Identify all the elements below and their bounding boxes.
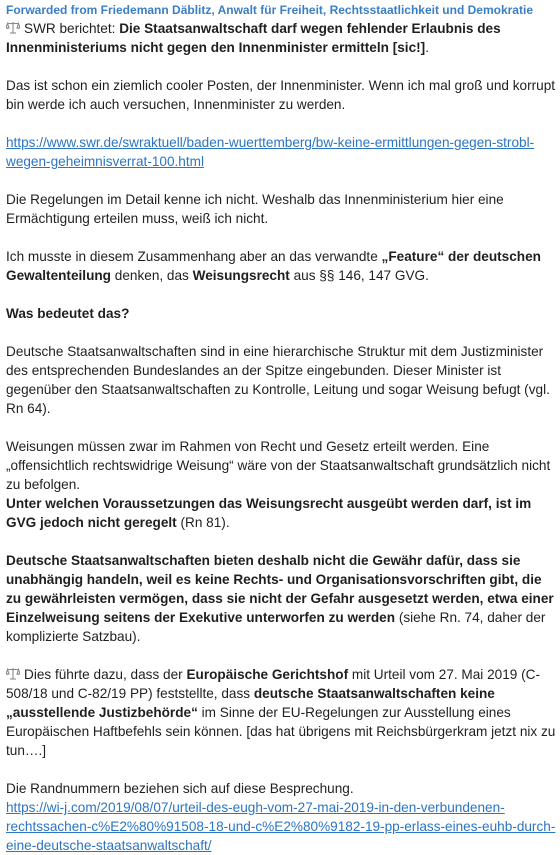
paragraph-weisungsrecht: Ich musste in diesem Zusammenhang aber an das verwandte „Feature“ der deutschen Gewaltenteilung denken, das Weisungsrecht aus §§ 146, 147 GVG. (6, 249, 541, 283)
link-swr-line2[interactable]: wegen-geheimnisverrat-100.html (6, 154, 204, 169)
paragraph-hierarchy: Deutsche Staatsanwaltschaften sind in eine hierarchische Struktur mit dem Justizminister des entsprechenden Bundeslandes an der Spitze eingebunden. Dieser Minister ist gegenüber den Staatsanwaltschaften zu Kontrolle, Leitung und sogar Weisung befugt (vgl. Rn 64). (6, 344, 550, 416)
paragraph-weisungen: Weisungen müssen zwar im Rahmen von Recht und Gesetz erteilt werden. Eine „offensichtlich rechtswidrige Weisung“ wäre von der Staatsanwaltschaft grundsätzlich nicht zu befolgen. Unter welchen Voraussetzungen das Weisungsrecht ausgeübt werden darf, ist im GVG jedoch nicht geregelt (Rn 81). (6, 439, 551, 530)
balance-scale-icon (6, 667, 20, 680)
paragraph-eugh: Dies führte dazu, dass der Europäische Gerichtshof mit Urteil vom 27. Mai 2019 (C-508/18 und C-82/19 PP) feststellte, dass deutsche Staatsanwaltschaften keine „ausstellende Justizbehörde“ im Sinne der EU-Regelungen zur Ausstellung eines Europäischen Haftbefehls sein können. [das hat übrigens mit Reichsbürgerkram jetzt nix zu tun….] (6, 667, 556, 758)
paragraph-question: Was bedeutet das? (6, 306, 130, 321)
link-wij-line3[interactable]: eine-deutsche-staatsanwaltschaft/ (6, 838, 212, 853)
paragraph-regulations: Die Regelungen im Detail kenne ich nicht. Weshalb das Innenministerium hier eine Ermächtigung erteilen muss, weiß ich nicht. (6, 192, 504, 226)
link-swr-line1[interactable]: https://www.swr.de/swraktuell/baden-wuerttemberg/bw-keine-ermittlungen-gegen-strobl- (6, 135, 535, 150)
paragraph-source-note: Die Randnummern beziehen sich auf diese Besprechung. (6, 781, 354, 796)
link-swr-article[interactable] (6, 133, 560, 171)
balance-scale-icon (6, 21, 20, 34)
link-wij-article[interactable] (6, 798, 560, 855)
link-wij-line1[interactable]: https://wi-j.com/2019/08/07/urteil-des-eugh-vom-27-mai-2019-in-den-verbundenen- (6, 800, 505, 815)
paragraph-comment: Das ist schon ein ziemlich cooler Posten, der Innenminister. Wenn ich mal groß und korrupt bin werde ich auch versuchen, Innenminister zu werden. (6, 78, 556, 112)
link-wij-line2[interactable]: rechtssachen-c%E2%80%91508-18-und-c%E2%80%9182-19-pp-erlass-eines-euhb-durch- (6, 819, 556, 834)
paragraph-guarantee: Deutsche Staatsanwaltschaften bieten deshalb nicht die Gewähr dafür, dass sie unabhängig handeln, weil es keine Rechts- und Organisationsvorschriften gibt, die zu gewährleisten vermögen, dass sie nicht der Gefahr ausgesetzt werden, etwa einer Einzelweisung seitens der Exekutive unterworfen zu werden (siehe Rn. 74, daher der komplizierte Satzbau). (6, 553, 554, 644)
paragraph-swr-report: SWR berichtet: Die Staatsanwaltschaft darf wegen fehlender Erlaubnis des Innenministeriums nicht gegen den Innenminister ermitteln [sic!]. (6, 21, 501, 55)
forwarded-from-header[interactable]: Forwarded from Friedemann Däblitz, Anwalt für Freiheit, Rechtsstaatlichkeit und Demokratie (6, 3, 533, 17)
